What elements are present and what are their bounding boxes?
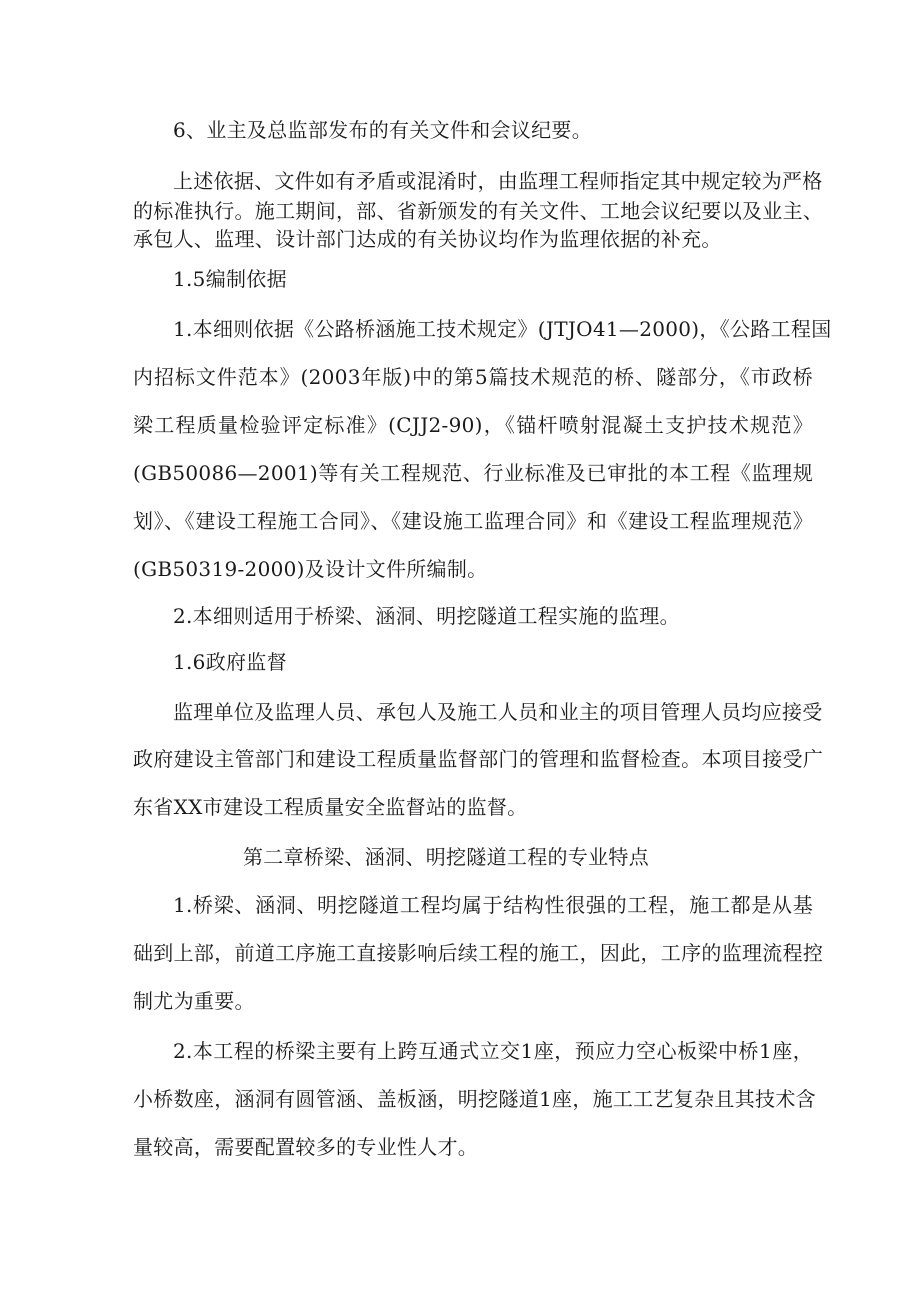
paragraph-line: 东省XX市建设工程质量安全监督站的监督。 — [133, 795, 528, 819]
paragraph-line: 内招标文件范本》(2003年版)中的第5篇技术规范的桥、隧部分，《市政桥 — [133, 365, 813, 389]
paragraph-line: 划》、《建设工程施工合同》、《建设施工监理合同》和《建设工程监理规范》 — [133, 509, 813, 533]
paragraph-line: 承包人、监理、设计部门达成的有关协议均作为监理依据的补充。 — [133, 227, 722, 251]
paragraph-line: (GB50086—2001)等有关工程规范、行业标准及已审批的本工程《监理规 — [133, 461, 813, 485]
paragraph-line: 2.本工程的桥梁主要有上跨互通式立交1座，预应力空心板梁中桥1座， — [173, 1039, 813, 1063]
paragraph-line: 的标准执行。施工期间，部、省新颁发的有关文件、工地会议纪要以及业主、 — [133, 199, 824, 223]
paragraph-line: 2.本细则适用于桥梁、涵洞、明挖隧道工程实施的监理。 — [173, 604, 680, 628]
paragraph-line: 上述依据、文件如有矛盾或混淆时，由监理工程师指定其中规定较为严格 — [173, 169, 823, 193]
paragraph-line: 础到上部，前道工序施工直接影响后续工程的施工，因此，工序的监理流程控 — [133, 941, 824, 965]
section-heading: 1.5编制依据 — [173, 267, 287, 291]
paragraph-line: (GB50319-2000)及设计文件所编制。 — [133, 557, 488, 581]
section-heading: 1.6政府监督 — [173, 650, 287, 674]
paragraph-line: 梁工程质量检验评定标准》(CJJ2-90)，《锚杆喷射混凝土支护技术规范》 — [133, 413, 813, 437]
chapter-title: 第二章桥梁、涵洞、明挖隧道工程的专业特点 — [243, 845, 649, 869]
paragraph-line: 小桥数座，涵洞有圆管涵、盖板涵，明挖隧道1座，施工工艺复杂且其技术含 — [133, 1087, 816, 1111]
paragraph-line: 1.桥梁、涵洞、明挖隧道工程均属于结构性很强的工程，施工都是从基 — [173, 893, 813, 917]
paragraph-line: 6、业主及总监部发布的有关文件和会议纪要。 — [173, 118, 593, 142]
paragraph-line: 1.本细则依据《公路桥涵施工技术规定》(JTJO41—2000)，《公路工程国 — [173, 317, 832, 341]
paragraph-line: 制尤为重要。 — [133, 989, 255, 1013]
paragraph-line: 政府建设主管部门和建设工程质量监督部门的管理和监督检查。本项目接受广 — [133, 747, 824, 771]
paragraph-line: 监理单位及监理人员、承包人及施工人员和业主的项目管理人员均应接受 — [173, 700, 823, 724]
paragraph-line: 量较高，需要配置较多的专业性人才。 — [133, 1135, 479, 1159]
